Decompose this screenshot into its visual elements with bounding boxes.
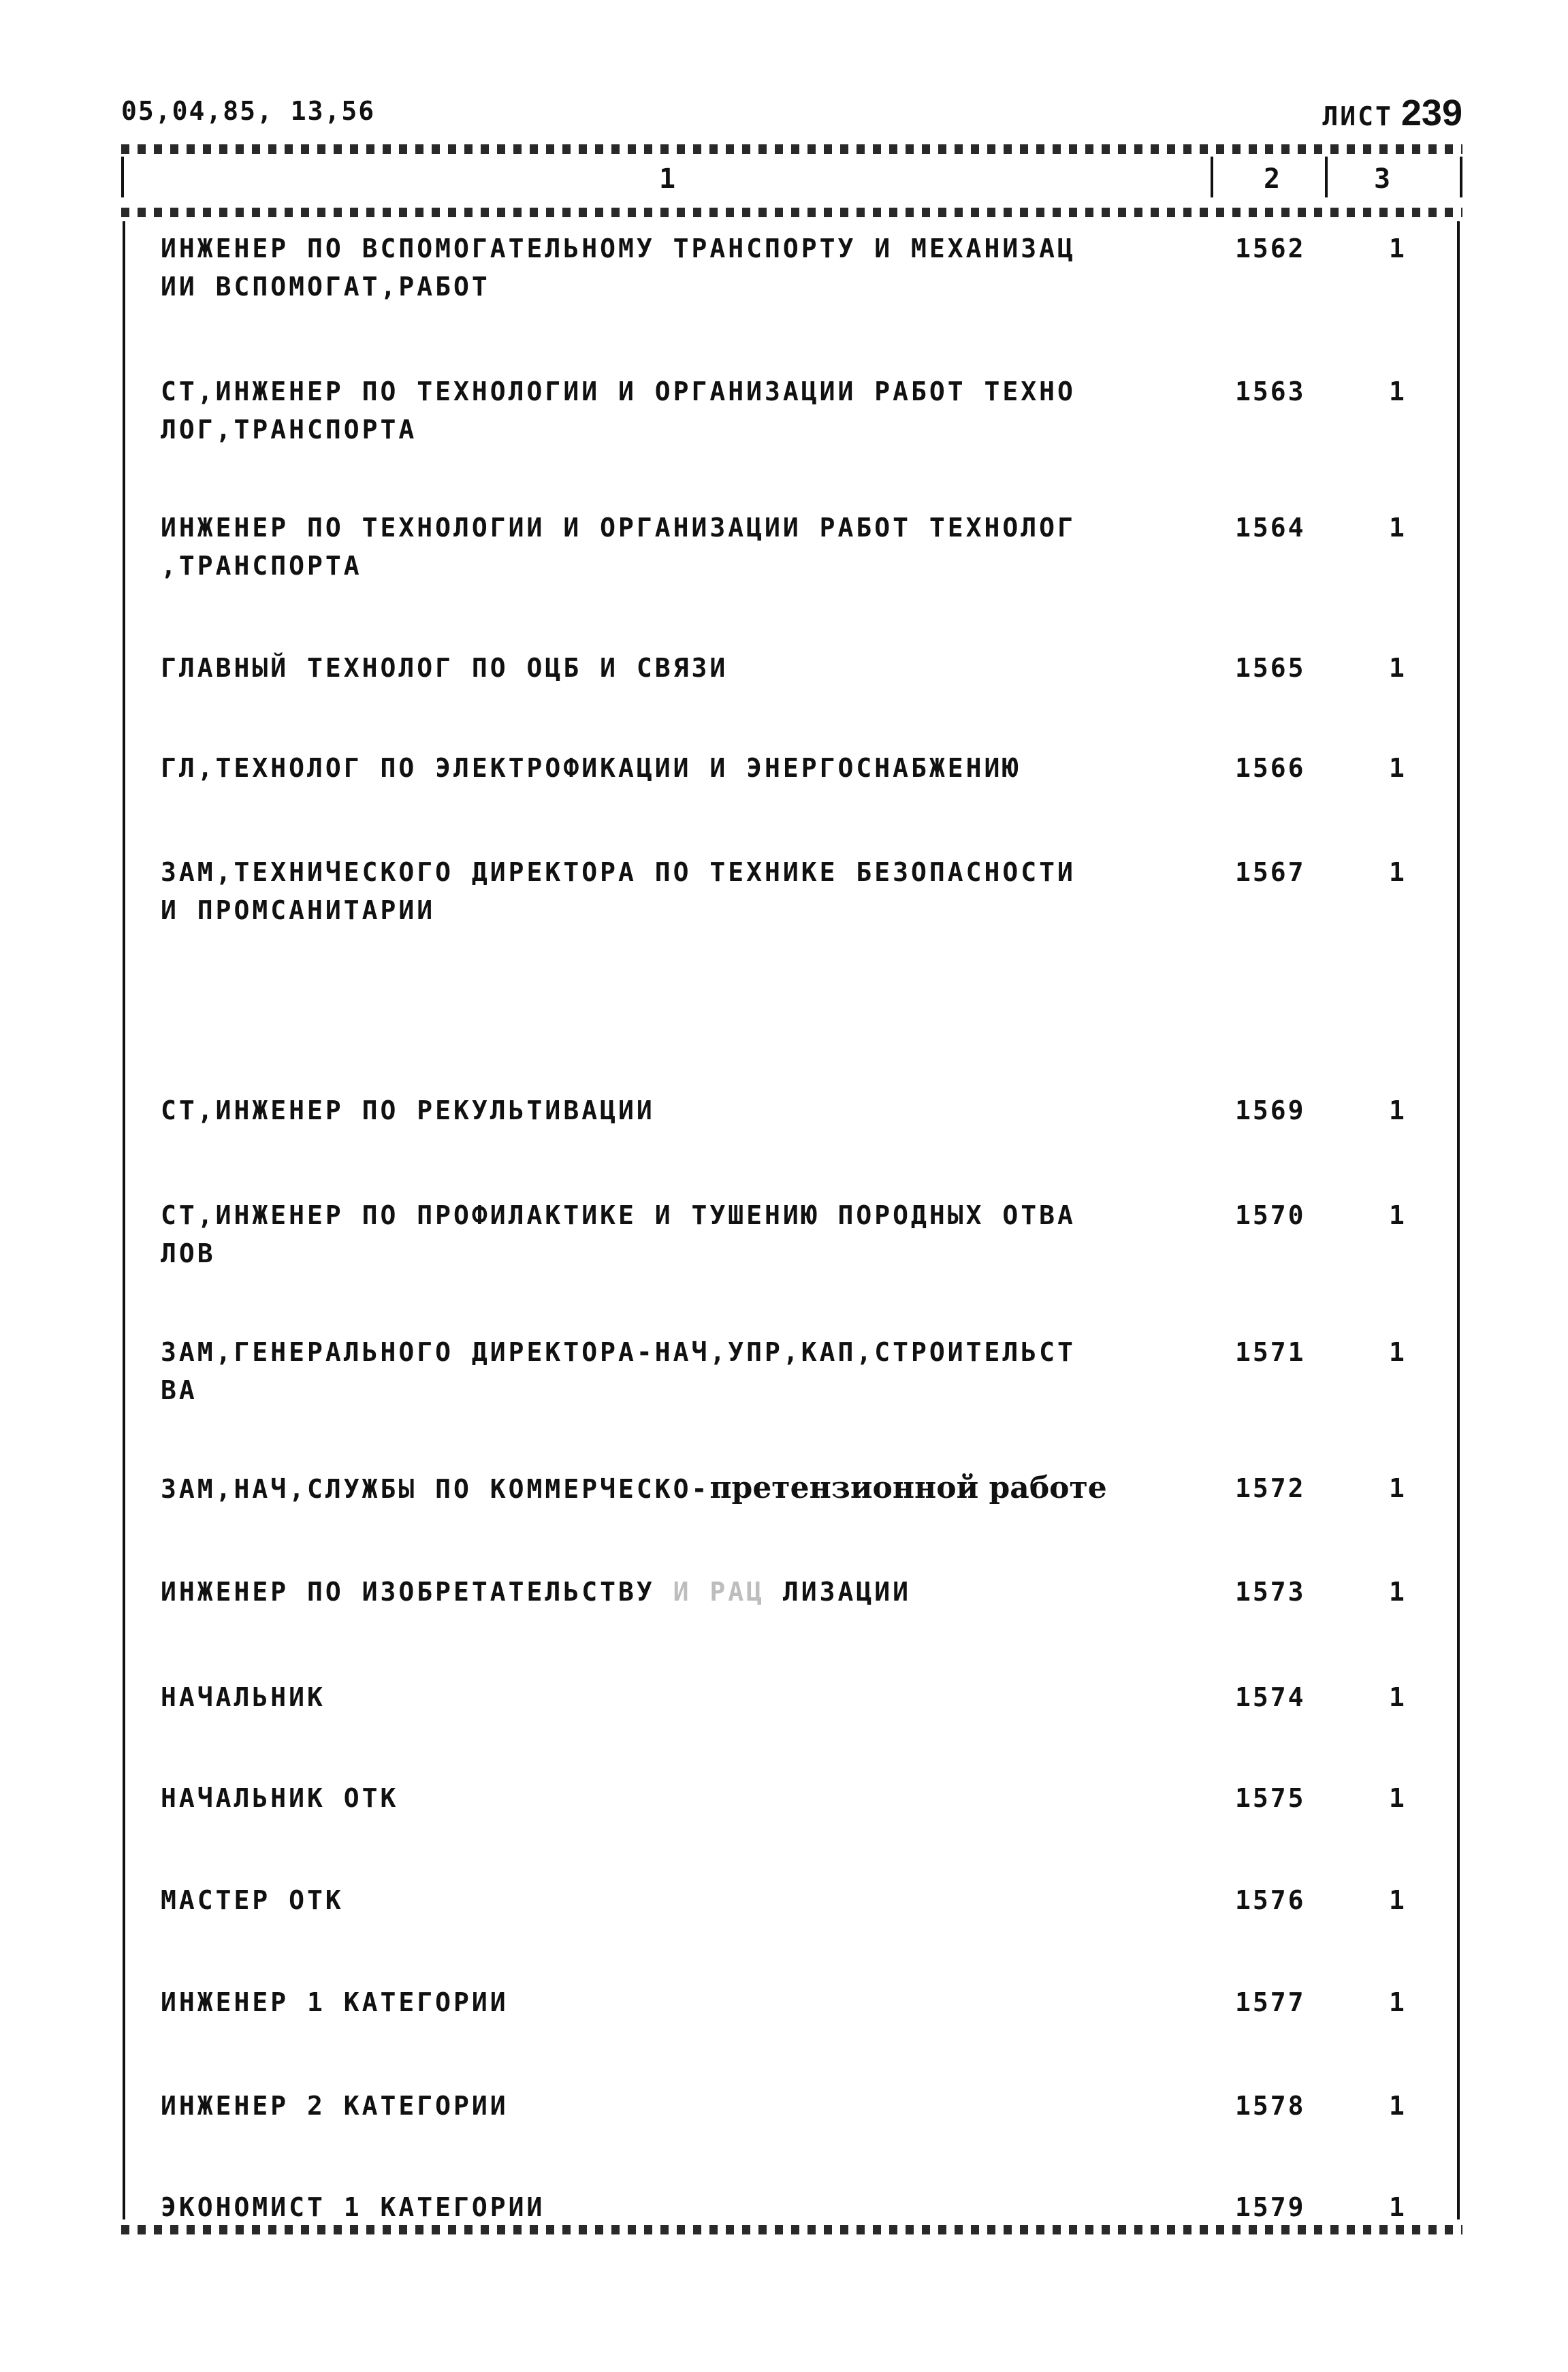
column-1-header: 1 — [659, 163, 676, 195]
position-code: 1573 — [1235, 1577, 1306, 1607]
position-count: 1 — [1389, 1095, 1405, 1125]
sheet-number-label — [1322, 92, 1462, 134]
position-count: 1 — [1389, 1682, 1405, 1712]
position-name — [161, 1573, 1196, 1611]
position-code: 1570 — [1235, 1200, 1306, 1230]
position-count: 1 — [1389, 2091, 1405, 2121]
position-count: 1 — [1389, 753, 1405, 783]
position-name: ЭКОНОМИСТ 1 КАТЕГОРИИ — [161, 2192, 545, 2222]
page-header — [121, 92, 1462, 146]
position-count: 1 — [1389, 1337, 1405, 1367]
position-name: ЗАМ,ГЕНЕРАЛЬНОГО ДИРЕКТОРА-НАЧ,УПР,КАП,СТРОИТЕЛЬСТ ВА — [161, 1337, 1076, 1405]
column-separator — [1325, 157, 1328, 197]
sheet-label: ЛИСТ — [1322, 101, 1393, 131]
position-code: 1579 — [1235, 2192, 1306, 2222]
column-separator — [121, 157, 124, 197]
position-name: ИНЖЕНЕР 2 КАТЕГОРИИ — [161, 2091, 509, 2121]
position-name-end: ЛИЗАЦИИ — [764, 1577, 912, 1607]
column-2-header: 2 — [1264, 163, 1281, 195]
asterisk-rule-top — [121, 144, 1462, 154]
position-name-faded: И РАЦ — [673, 1577, 765, 1607]
position-name — [161, 1469, 1196, 1508]
position-count: 1 — [1389, 1783, 1405, 1813]
position-count: 1 — [1389, 234, 1405, 263]
position-name: ГЛАВНЫЙ ТЕХНОЛОГ ПО ОЦБ И СВЯЗИ — [161, 653, 729, 683]
position-count: 1 — [1389, 2192, 1405, 2222]
position-name: ЗАМ,ТЕХНИЧЕСКОГО ДИРЕКТОРА ПО ТЕХНИКЕ БЕЗОПАСНОСТИ И ПРОМСАНИТАРИИ — [161, 857, 1076, 925]
position-code: 1566 — [1235, 753, 1306, 783]
position-name: ИНЖЕНЕР ПО ВСПОМОГАТЕЛЬНОМУ ТРАНСПОРТУ И МЕХАНИЗАЦ ИИ ВСПОМОГАТ,РАБОТ — [161, 234, 1076, 302]
asterisk-rule-header — [121, 208, 1462, 217]
position-code: 1576 — [1235, 1885, 1306, 1915]
position-count: 1 — [1389, 1885, 1405, 1915]
column-header — [121, 157, 1462, 204]
position-count: 1 — [1389, 376, 1405, 406]
position-code: 1572 — [1235, 1473, 1306, 1503]
position-code: 1571 — [1235, 1337, 1306, 1367]
position-name: НАЧАЛЬНИК — [161, 1682, 325, 1712]
column-separator — [1460, 157, 1462, 197]
position-name: ИНЖЕНЕР 1 КАТЕГОРИИ — [161, 1987, 509, 2017]
position-code: 1577 — [1235, 1987, 1306, 2017]
position-count: 1 — [1389, 653, 1405, 683]
position-code: 1574 — [1235, 1682, 1306, 1712]
position-count: 1 — [1389, 1200, 1405, 1230]
position-code: 1569 — [1235, 1095, 1306, 1125]
position-name-start: ИНЖЕНЕР ПО ИЗОБРЕТАТЕЛЬСТВУ — [161, 1577, 673, 1607]
position-code: 1564 — [1235, 513, 1306, 543]
position-name: НАЧАЛЬНИК ОТК — [161, 1783, 399, 1813]
asterisk-rule-bottom — [121, 2225, 1462, 2234]
position-count: 1 — [1389, 1987, 1405, 2017]
position-name: СТ,ИНЖЕНЕР ПО РЕКУЛЬТИВАЦИИ — [161, 1095, 655, 1125]
left-border — [123, 221, 125, 2219]
column-separator — [1211, 157, 1213, 197]
position-code: 1563 — [1235, 376, 1306, 406]
position-name: ИНЖЕНЕР ПО ТЕХНОЛОГИИ И ОРГАНИЗАЦИИ РАБОТ ТЕХНОЛОГ ,ТРАНСПОРТА — [161, 513, 1076, 581]
position-name-typed: ЗАМ,НАЧ,СЛУЖБЫ ПО КОММЕРЧЕСКО- — [161, 1474, 710, 1504]
position-name-handfilled: претензионной работе — [709, 1471, 1107, 1505]
position-code: 1565 — [1235, 653, 1306, 683]
position-code: 1578 — [1235, 2091, 1306, 2121]
sheet-number: 239 — [1401, 93, 1462, 133]
position-code: 1567 — [1235, 857, 1306, 887]
position-name: ГЛ,ТЕХНОЛОГ ПО ЭЛЕКТРОФИКАЦИИ И ЭНЕРГОСНАБЖЕНИЮ — [161, 753, 1021, 783]
column-3-header: 3 — [1374, 163, 1391, 195]
position-count: 1 — [1389, 1577, 1405, 1607]
position-count: 1 — [1389, 857, 1405, 887]
position-name: МАСТЕР ОТК — [161, 1885, 344, 1915]
position-name: СТ,ИНЖЕНЕР ПО ПРОФИЛАКТИКЕ И ТУШЕНИЮ ПОРОДНЫХ ОТВА ЛОВ — [161, 1200, 1076, 1268]
position-count: 1 — [1389, 1473, 1405, 1503]
position-name: СТ,ИНЖЕНЕР ПО ТЕХНОЛОГИИ И ОРГАНИЗАЦИИ РАБОТ ТЕХНО ЛОГ,ТРАНСПОРТА — [161, 376, 1076, 445]
print-date: 05,04,85, 13,56 — [121, 96, 376, 126]
right-border — [1457, 221, 1460, 2219]
position-count: 1 — [1389, 513, 1405, 543]
position-code: 1562 — [1235, 234, 1306, 263]
position-code: 1575 — [1235, 1783, 1306, 1813]
